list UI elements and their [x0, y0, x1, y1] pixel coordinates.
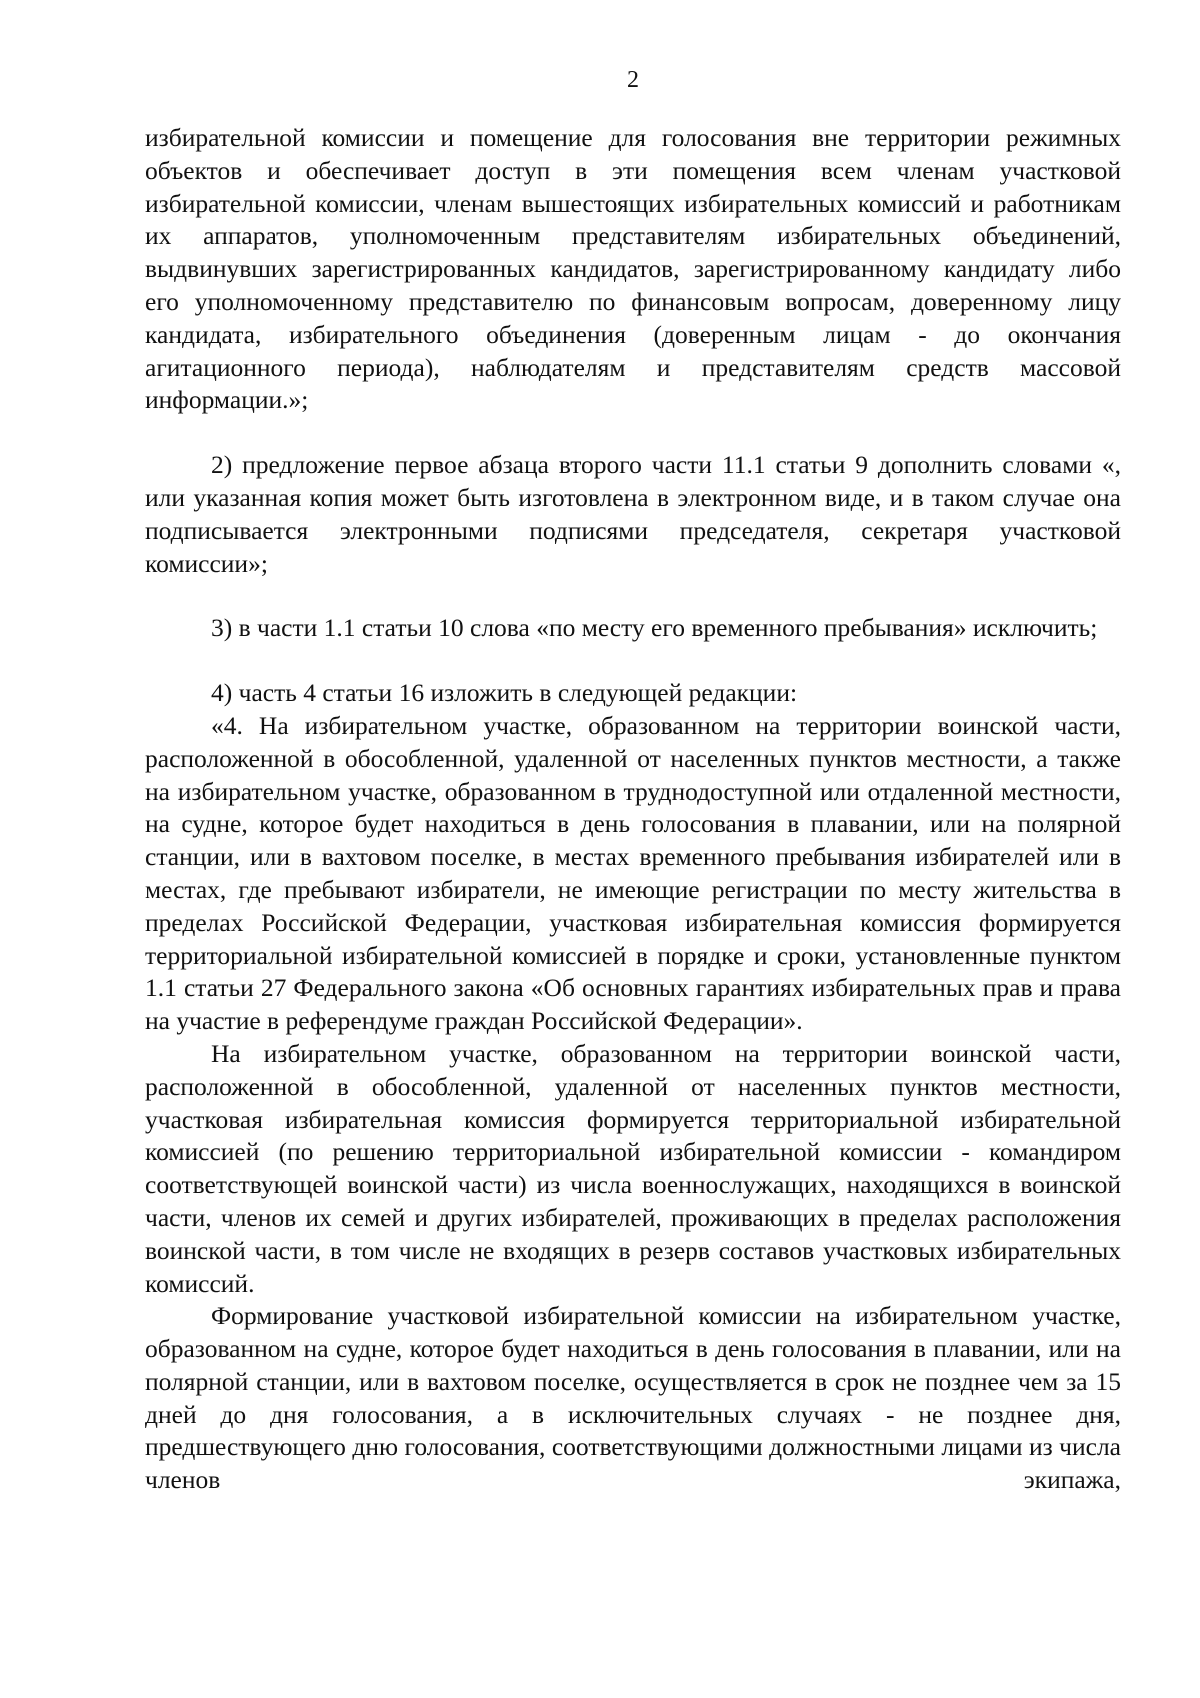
paragraph-item-4: 4) часть 4 статьи 16 изложить в следующей редакции: — [211, 678, 798, 708]
paragraph-item-2: 2) предложение первое абзаца второго части 11.1 статьи 9 дополнить словами «, или указанная копия может быть изготовлена в электронном виде, и в таком случае она подписывается электронными подписями председателя, секретаря участковой комиссии»; — [145, 450, 1121, 578]
paragraph-military-unit: На избирательном участке, образованном на территории воинской части, расположенной в обособленной, удаленной от населенных пунктов местности, участковая избирательная комиссия формируется территориальной избирательной комиссией (по решению территориальной избирательной комиссии - командиром соответствующей воинской части) из числа военнослужащих, находящихся в воинской части, членов их семей и других избирателей, проживающих в пределах расположения воинской части, в том числе не входящих в резерв составов участковых избирательных комиссий. — [145, 1038, 1121, 1298]
page-number: 2 — [627, 67, 639, 93]
paragraph-ship-station-formation: Формирование участковой избирательной комиссии на избирательном участке, образованном на судне, которое будет находиться в день голосования в плавании, или на полярной станции, или в вахтовом поселке, осуществляется в срок не позднее чем за 15 дней до дня голосования, а в исключительных случаях - не позднее дня, предшествующего дню голосования, соответствующими должностными лицами из числа членов экипажа, — [145, 1301, 1121, 1495]
paragraph-item-3: 3) в части 1.1 статьи 10 слова «по месту его временного пребывания» исключить; — [211, 613, 1098, 643]
paragraph-part-4-text: «4. На избирательном участке, образованном на территории воинской части, расположенной в обособленной, удаленной от населенных пунктов местности, а также на избирательном участке, образованном в труднодоступной или отдаленной местности, на судне, которое будет находиться в день голосования в плавании, или на полярной станции, или в вахтовом поселке, в местах временного пребывания избирателей или в местах, где пребывают избиратели, не имеющие регистрации по месту жительства в пределах Российской Федерации, участковая избирательная комиссия формируется территориальной избирательной комиссией в порядке и сроки, установленные пунктом 1.1 статьи 27 Федерального закона «Об основных гарантиях избирательных прав и права на участие в референдуме граждан Российской Федерации». — [145, 710, 1121, 1036]
paragraph-continuation: избирательной комиссии и помещение для голосования вне территории режимных объектов и обеспечивает доступ в эти помещения всем членам участковой избирательной комиссии, членам вышестоящих избирательных комиссий и работникам их аппаратов, уполномоченным представителям избирательных объединений, выдвинувших зарегистрированных кандидатов, зарегистрированному кандидату либо его уполномоченному представителю по финансовым вопросам, доверенному лицу кандидата, избирательного объединения (доверенным лицам - до окончания агитационного периода), наблюдателям и представителям средств массовой информации.»; — [145, 123, 1121, 415]
